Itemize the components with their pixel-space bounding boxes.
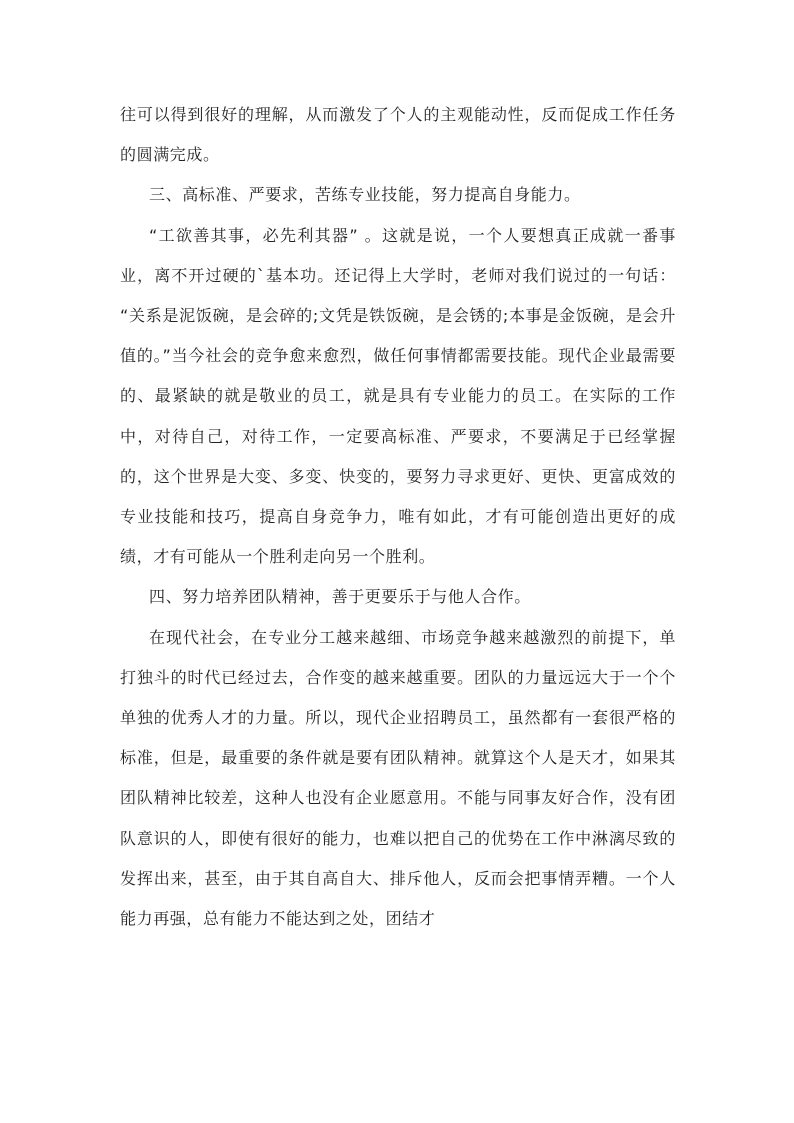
- section-heading-4: 四、努力培养团队精神，善于更要乐于与他人合作。: [149, 587, 531, 607]
- section-heading-3: 三、高标准、严要求，苦练专业技能，努力提高自身能力。: [149, 185, 581, 205]
- document-body: [120, 95, 676, 939]
- paragraph-skills: “工欲善其事，必先利其器” 。这就是说，一个人要想真正成就一番事业，离不开过硬的`基本功。还记得上大学时，老师对我们说过的一句话： “关系是泥饭碗，是会碎的;文凭是铁饭碗，是会锈的;本事是金饭碗，是会升值的。”当今社会的竞争愈来愈烈，做任何事情都需要技能。现代企业最需要的、最紧缺的就是敬业的员工，就是具有专业能力的员工。在实际的工作中，对待自己，对待工作，一定要高标准、严要求，不要满足于已经掌握的，这个世界是大变、多变、快变的，要努力寻求更好、更快、更富成效的专业技能和技巧，提高自身竞争力，唯有如此，才有可能创造出更好的成绩，才有可能从一个胜利走向另一个胜利。: [120, 225, 676, 567]
- paragraph-continuation: 往可以得到很好的理解，从而激发了个人的主观能动性，反而促成工作任务的圆满完成。: [120, 105, 676, 165]
- paragraph-teamwork: 在现代社会，在专业分工越来越细、市场竞争越来越激烈的前提下，单打独斗的时代已经过去，合作变的越来越重要。团队的力量远远大于一个个单独的优秀人才的力量。所以，现代企业招聘员工，虽然都有一套很严格的标准，但是，最重要的条件就是要有团队精神。就算这个人是天才，如果其团队精神比较差，这种人也没有企业愿意用。不能与同事友好合作，没有团队意识的人，即使有很好的能力，也难以把自己的优势在工作中淋漓尽致的发挥出来，甚至，由于其自高自大、排斥他人，反而会把事情弄糟。一个人能力再强，总有能力不能达到之处，团结才: [120, 627, 676, 929]
